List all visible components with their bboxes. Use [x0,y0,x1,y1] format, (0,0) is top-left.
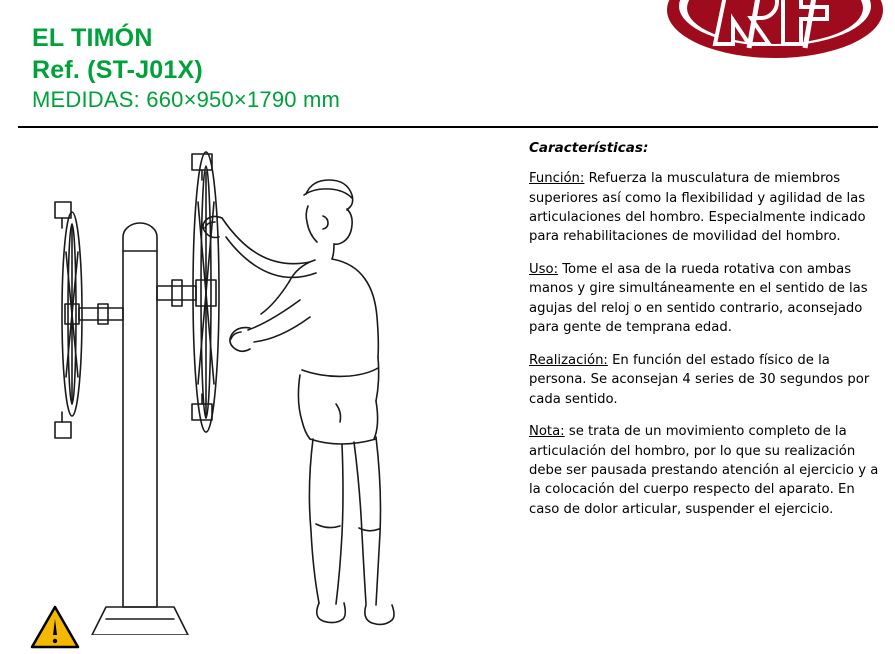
rf-logo [657,0,887,72]
characteristics-section-nota [529,422,879,519]
page-header [0,0,895,122]
section-text-realizacion: En función del estado físico de la persona. Se aconsejan 4 series de 30 segundos por cada sentido. [529,352,870,407]
section-lead-uso: Uso: [529,262,559,277]
characteristics-section-uso [529,260,879,338]
product-dimensions: MEDIDAS: 660×950×1790 mm [32,87,341,112]
characteristics-panel [529,140,879,532]
characteristics-section-funcion [529,169,879,247]
characteristics-section-realizacion [529,351,879,409]
exercise-equipment-illustration [10,132,505,635]
section-lead-funcion: Función: [529,171,585,187]
title-block [32,22,340,114]
section-text-funcion: Refuerza la musculatura de miembros superiores así como la flexibilidad y agilidad de las articulaciones del hombro. Especialmente indicado para rehabilitaciones de movilidad del hombro. [529,171,866,245]
content-area [0,132,895,635]
section-text-uso: Tome el asa de la rueda rotativa con ambas manos y gire simultáneamente en el sentido de las agujas del reloj o en sentido contrario, aconsejado para gente de temprana edad. [529,262,868,336]
section-lead-realizacion: Realización: [529,352,608,368]
warning-triangle-icon [30,605,80,649]
page-title: EL TIMÓN [32,24,153,52]
header-divider [18,126,878,128]
product-reference: Ref. (ST-J01X) [32,56,203,84]
section-text-nota: se trata de un movimiento completo de la articulación del hombro, por lo que su realización debe ser pausada prestando atención al ejercicio y a la colocación del cuerpo respecto del aparato. En caso de dolor articular, suspender el ejercicio. [529,424,879,517]
characteristics-heading: Características: [529,140,649,156]
section-lead-nota: Nota: [529,424,565,440]
